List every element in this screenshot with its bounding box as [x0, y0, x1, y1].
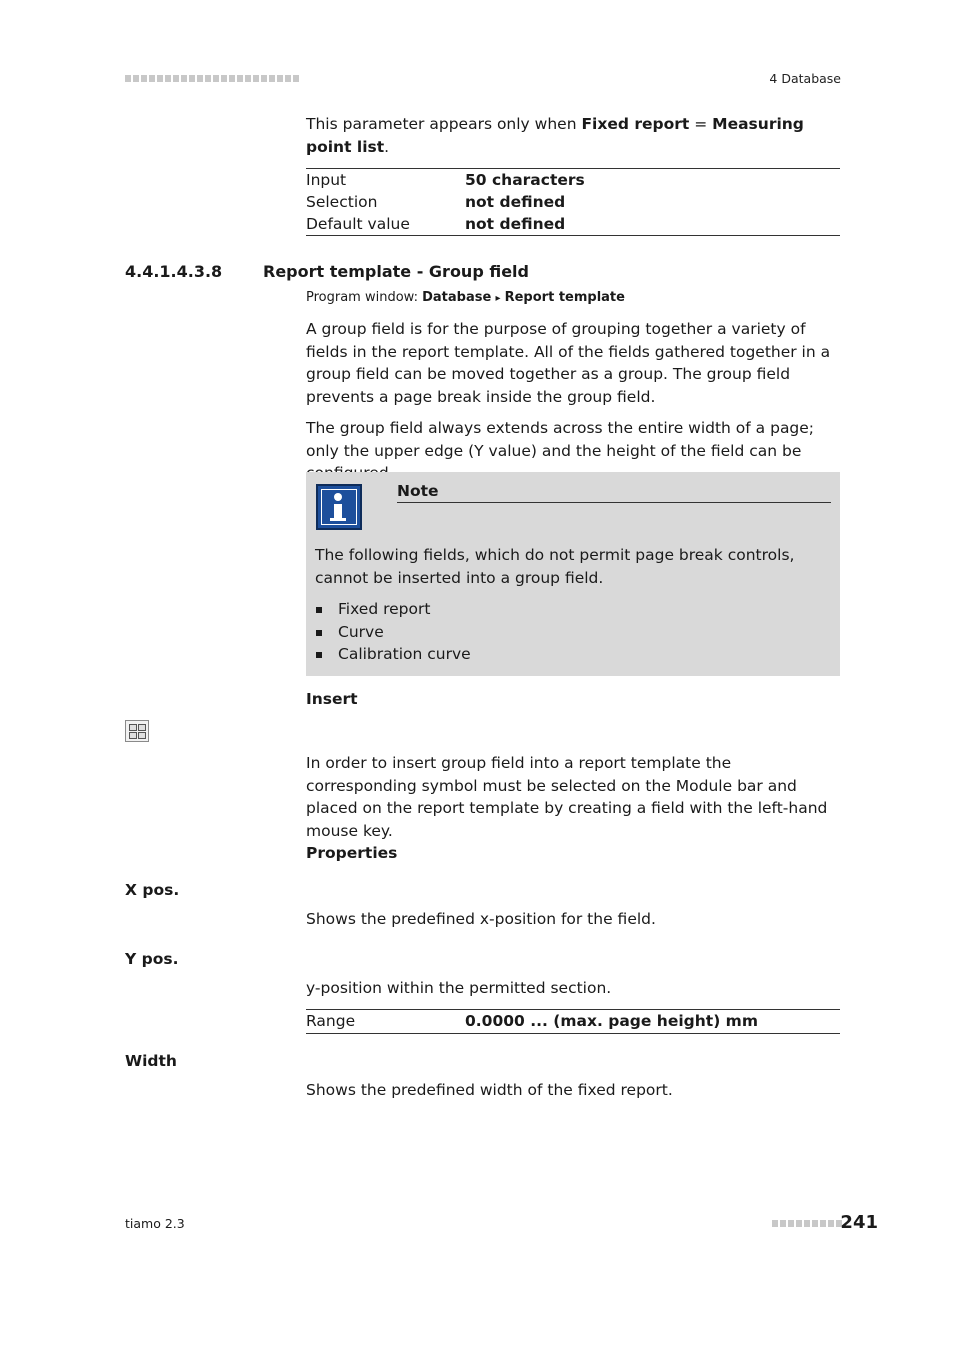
list-item: Calibration curve: [315, 643, 471, 666]
description-paragraph-1: A group field is for the purpose of grouping together a variety of fields in the report template. All of the fields gathered together in a group field can be moved together as a group. The group field prevents a page break inside the group field.: [306, 320, 831, 406]
note-list: [315, 598, 471, 666]
width-description: Shows the predefined width of the fixed report.: [306, 1081, 673, 1099]
table-value: 50 characters: [465, 171, 585, 189]
table-key: Default value: [306, 215, 410, 233]
note-title: Note: [397, 482, 831, 503]
breadcrumb: [306, 290, 625, 305]
insert-heading: Insert: [306, 690, 358, 708]
ypos-description: y-position within the permitted section.: [306, 979, 612, 997]
chapter-header: 4 Database: [769, 71, 841, 86]
range-value: 0.0000 ... (max. page height) mm: [465, 1012, 758, 1030]
intro-bold-fixed-report: Fixed report: [581, 115, 690, 133]
insert-description: In order to insert group field into a report template the corresponding symbol must be selected on the Module bar and placed on the report template by creating a field with the left-hand mouse key.: [306, 754, 828, 840]
table-key: Selection: [306, 193, 378, 211]
footer-decoration: [772, 1220, 842, 1228]
parameter-table: [306, 168, 840, 236]
intro-bold-measuring-point-list: Measuring point list: [306, 115, 804, 156]
group-field-icon: [125, 720, 149, 742]
note-text: The following fields, which do not permit page break controls, cannot be inserted into a group field.: [315, 546, 795, 587]
table-key: Input: [306, 171, 347, 189]
table-row: [306, 191, 840, 213]
intro-period: .: [384, 137, 390, 156]
intro-equals: =: [689, 115, 713, 133]
header-decoration: [125, 75, 299, 83]
description-paragraph-2: The group field always extends across the entire width of a page; only the upper edge (Y value) and the height of the field can be: [306, 419, 815, 460]
page-number: 241: [840, 1212, 878, 1233]
width-label: Width: [125, 1052, 177, 1070]
xpos-label: X pos.: [125, 881, 180, 899]
section-number: 4.4.1.4.3.8: [125, 262, 223, 281]
range-table: [306, 1009, 840, 1034]
ypos-label: Y pos.: [125, 950, 179, 968]
table-row: [306, 213, 840, 235]
intro-paragraph: [306, 113, 840, 158]
table-row: [306, 1010, 840, 1033]
table-value: not defined: [465, 215, 566, 233]
properties-heading: Properties: [306, 844, 398, 862]
list-item: Fixed report: [315, 598, 471, 621]
range-key: Range: [306, 1012, 356, 1030]
list-item: Curve: [315, 621, 471, 644]
breadcrumb-arrow-icon: ▸: [495, 293, 501, 304]
breadcrumb-prefix: Program window:: [306, 290, 423, 305]
intro-text: This parameter appears only when: [306, 115, 582, 133]
note-box: [306, 472, 840, 676]
info-icon: [316, 484, 362, 530]
footer-product: tiamo 2.3: [125, 1216, 185, 1231]
table-value: not defined: [465, 193, 566, 211]
table-row: [306, 169, 840, 191]
breadcrumb-report-template: Report template: [504, 290, 625, 305]
breadcrumb-database: Database: [422, 290, 492, 305]
xpos-description: Shows the predefined x-position for the field.: [306, 910, 656, 928]
section-title: Report template - Group field: [263, 262, 529, 281]
